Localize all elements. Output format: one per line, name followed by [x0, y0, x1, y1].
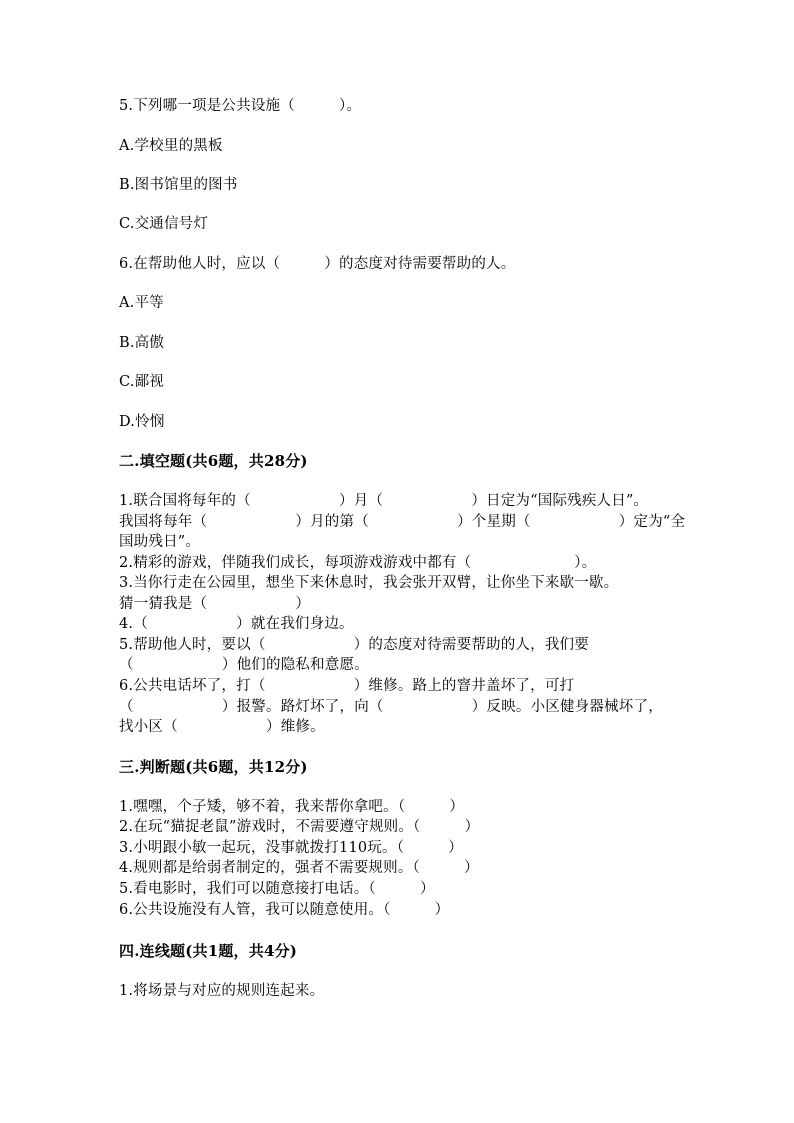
fill-line: 猜一猜我是（ ） — [119, 596, 311, 612]
fill-line: 找小区（ ）维修。 — [119, 719, 325, 735]
question-5-option-a: A.学校里的黑板 — [119, 138, 223, 154]
question-5-option-b: B.图书馆里的图书 — [119, 177, 238, 193]
question-6-option-b: B.高傲 — [119, 335, 165, 351]
section-2-title: 二.填空题(共6题，共28分) — [119, 452, 308, 470]
fill-line: （ ）报警。路灯坏了，向（ ）反映。小区健身器械坏了， — [119, 699, 663, 715]
judge-line: 4.规则都是给弱者制定的，强者不需要规则。（ ） — [119, 860, 479, 876]
judge-line: 2.在玩“猫捉老鼠”游戏时，不需要遵守规则。（ ） — [119, 819, 480, 835]
fill-line: 4.（ ）就在我们身边。 — [119, 616, 354, 632]
judge-line: 3.小明跟小敏一起玩，没事就拨打110玩。（ ） — [119, 840, 463, 856]
fill-line: 5.帮助他人时，要以（ ）的态度对待需要帮助的人，我们要 — [119, 637, 589, 653]
fill-line: 2.精彩的游戏，伴随我们成长，每项游戏游戏中都有（ ）。 — [119, 555, 597, 571]
judge-line: 5.看电影时，我们可以随意接打电话。（ ） — [119, 881, 435, 897]
match-line: 1.将场景与对应的规则连起来。 — [119, 983, 325, 999]
question-5-stem: 5.下列哪一项是公共设施（ ）。 — [119, 98, 362, 114]
section-4-title: 四.连线题(共1题，共4分) — [119, 942, 298, 960]
question-5-option-c: C.交通信号灯 — [119, 216, 209, 232]
question-6-option-c: C.鄙视 — [119, 374, 164, 390]
fill-line: 国助残日”。 — [119, 534, 201, 550]
section-3-title: 三.判断题(共6题，共12分) — [119, 758, 308, 776]
question-6-option-a: A.平等 — [119, 295, 164, 311]
judge-line: 1.嘿嘿，个子矮，够不着，我来帮你拿吧。（ ） — [119, 799, 465, 815]
question-6-option-d: D.怜悯 — [119, 414, 165, 430]
question-6-stem: 6.在帮助他人时，应以（ ）的态度对待需要帮助的人。 — [119, 256, 516, 272]
fill-line: （ ）他们的隐私和意愿。 — [119, 657, 369, 673]
fill-line: 1.联合国将每年的（ ）月（ ）日定为“国际残疾人日”。 — [119, 493, 649, 509]
fill-line: 6.公共电话坏了，打（ ）维修。路上的窨井盖坏了，可打 — [119, 678, 575, 694]
fill-line: 3.当你行走在公园里，想坐下来休息时，我会张开双臂，让你坐下来歇一歇。 — [119, 575, 619, 591]
fill-line: 我国将每年（ ）月的第（ ）个星期（ ）定为“全 — [119, 514, 686, 530]
judge-line: 6.公共设施没有人管，我可以随意使用。（ ） — [119, 902, 450, 918]
